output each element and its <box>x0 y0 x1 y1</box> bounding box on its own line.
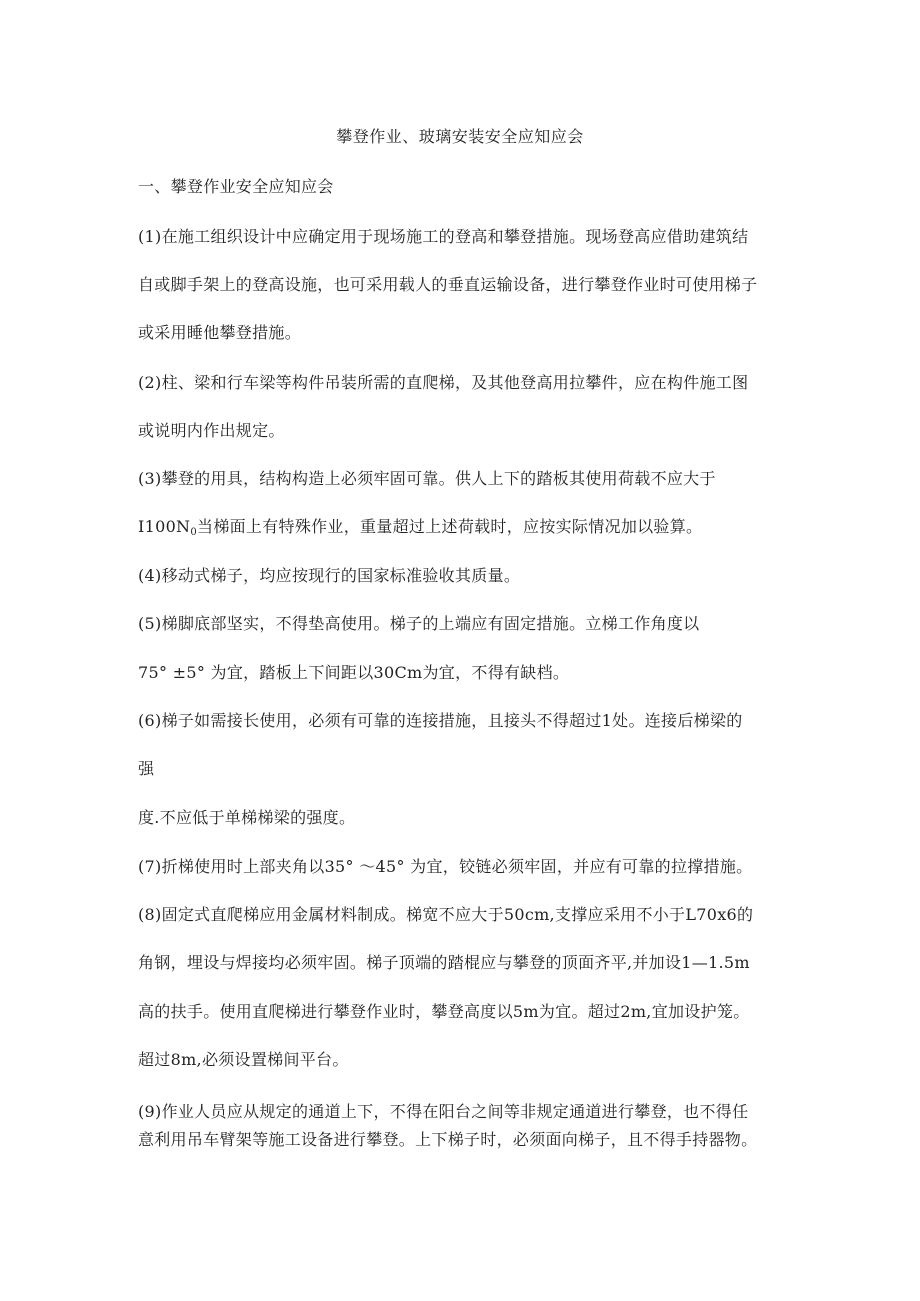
paragraph-line: 75° ±5° 为宜，踏板上下间距以30Cm为宜，不得有缺档。 <box>138 663 570 682</box>
section-heading: 一、攀登作业安全应知应会 <box>138 177 334 196</box>
paragraph-line: (2)柱、梁和行车梁等构件吊装所需的直爬梯，及其他登高用拉攀件，应在构件施工图 <box>138 373 749 392</box>
load-value-subscript: 0 <box>190 527 198 538</box>
paragraph-line: 度.不应低于单梯梯梁的强度。 <box>138 808 356 827</box>
paragraph-line: (9)作业人员应从规定的通道上下，不得在阳台之间等非规定通道进行攀登，也不得任 <box>138 1102 749 1121</box>
paragraph-line: 强 <box>138 759 155 778</box>
paragraph-line: 角钢，埋设与焊接均必须牢固。梯子顶端的踏棍应与攀登的顶面齐平,并加设1—1.5m <box>138 953 750 972</box>
paragraph-line: 超过8m,必须设置梯间平台。 <box>138 1050 349 1069</box>
load-value-text: 当梯面上有特殊作业，重量超过上述荷载时，应按实际情况加以验算。 <box>197 517 703 536</box>
paragraph-line: 或说明内作出规定。 <box>138 421 285 440</box>
document-title: 攀登作业、玻璃安装安全应知应会 <box>336 127 584 146</box>
paragraph-line: (5)梯脚底部坚实，不得垫高使用。梯子的上端应有固定措施。立梯工作角度以 <box>138 614 700 633</box>
paragraph-line: (6)梯子如需接长使用，必须有可靠的连接措施，且接头不得超过1处。连接后梯梁的 <box>138 711 743 730</box>
paragraph-line: 高的扶手。使用直爬梯进行攀登作业时，攀登高度以5m为宜。超过2m,宜加设护笼。 <box>138 1002 750 1021</box>
paragraph-line: (4)移动式梯子，均应按现行的国家标准验收其质量。 <box>138 566 521 585</box>
paragraph-line: 意利用吊车臂架等施工设备进行攀登。上下梯子时，必须面向梯子，且不得手持器物。 <box>138 1130 758 1149</box>
paragraph-line: 自或脚手架上的登高设施，也可采用载人的垂直运输设备，进行攀登作业时可使用梯子 <box>138 275 758 294</box>
paragraph-line: (3)攀登的用具，结构构造上必须牢固可靠。供人上下的踏板其使用荷载不应大于 <box>138 469 716 488</box>
paragraph-line <box>138 514 702 538</box>
load-value: I100N <box>138 517 191 536</box>
paragraph-line: 或采用睡他攀登措施。 <box>138 323 302 342</box>
paragraph-line: (1)在施工组织设计中应确定用于现场施工的登高和攀登措施。现场登高应借助建筑结 <box>138 227 749 246</box>
paragraph-line: (8)固定式直爬梯应用金属材料制成。梯宽不应大于50cm,支撑应采用不小于L70x6的 <box>138 905 754 924</box>
paragraph-line: (7)折梯使用时上部夹角以35° ～45° 为宜，铰链必须牢固，并应有可靠的拉撑措施。 <box>138 857 753 876</box>
